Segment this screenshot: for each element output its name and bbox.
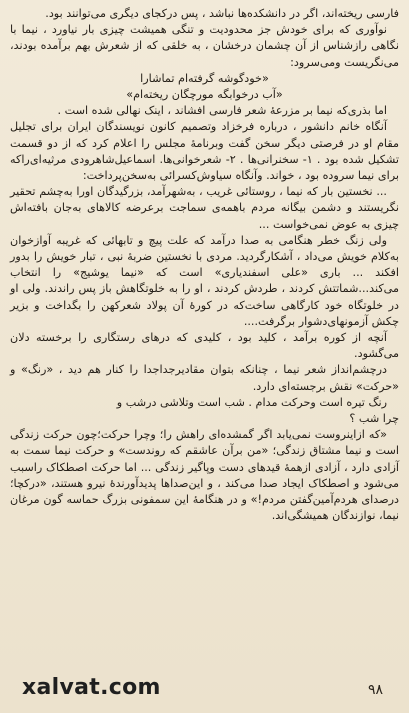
quote-paragraph-3: آنچه از کوره برآمد ، کلید بود ، کلیدی که درهای رستگاری را برخسته دلان می‌گشود. — [10, 331, 399, 361]
paragraph-6: رنگ تیره است وحرکت مدام . شب است وتلاشی درشب و — [116, 395, 387, 409]
verse-line-2: «آب درخوابگه مورچگان ریخته‌ام» — [126, 88, 283, 102]
quote-paragraph-1: ... نخستین بار که نیما ، روستائی غریب ، به‌شهرآمد، بزرگیدگان اورا به‌چشم تحقیر نگریستند و دشمن بیگانه مردم باهمه‌ی سماجت برعرضه کالاهای به‌جان بافته‌اش چیزی به عوض نمی‌خواست ... — [10, 185, 399, 231]
paragraph-1: فارسی ریخته‌اند، اگر در دانشکده‌ها نباشد ، پس درکجای دیگری می‌توانند بود. — [45, 7, 399, 20]
paragraph-3: اما بذری‌که نیما بر مزرعهٔ شعر فارسی افشاند ، اینک نهالی شده است . — [57, 104, 387, 118]
body-text — [10, 6, 399, 525]
paragraph-2: نوآوری که برای خودش جز محدودیت و تنگی همیشت چیزی بار نیاورد ، نیما با نگاهی رازشناس از آن چشمان درخشان ، به خلقی که از شعرش بهم برآمده بودند، می‌نگریست ومی‌سرود: — [10, 23, 399, 69]
paragraph-4: آنگاه خانم دانشور ، درباره فرخزاد وتصمیم کانون نویسندگان ایران برای تجلیل مقام او در فرصتی دیگر سخن گفت وبرنامهٔ مجلس را اعلام کرد که از دو قسمت تشکیل شده بود . ۱- سخنرانی‌ها . ۲- شعرخوانی‌ها. اسماعیل‌شاهرودی مرثیه‌ای‌راکه برای نیما سروده بود ، خواند. وآنگاه سیاوش‌کسرائی به‌سخن‌پرداخت: — [10, 120, 399, 183]
page-number: ۹۸ — [368, 682, 384, 698]
paragraph-5: درچشم‌انداز شعر نیما ، چنانکه بتوان مقادیرجداجدا را کنار هم دید ، «رنگ» و «حرکت» نقش برجسته‌ای دارد. — [10, 363, 399, 393]
paragraph-7: چرا شب ؟ — [349, 412, 399, 426]
watermark-text: xalvat.com — [22, 675, 161, 700]
paragraph-8: «که ازاینروست نمی‌یابد اگر گمشده‌ای راهش را؛ وچرا حرکت؛چون حرکت زندگی است و نیما مشتاق زندگی؛ «من برآن عاشقم که روندست» و حرکت نیما سمت به آزادی دارد ، آزادی ازهمهٔ قیدهای دست وپاگیر زندگی ... اما حرکت اصطکاک راسبب می‌شود و اصطکاک ایجاد صدا می‌کند ، و این‌صداها پدیدآورندهٔ نیرو هستند، «درکچا؛ درصدای هردم‌آمین‌گفتن مردم!» و در هنگامهٔ این سمفونی بزرگ حماسه گون مرغان نیما، نوازندگان همیشگی‌اند. — [10, 428, 399, 523]
quote-paragraph-2: ولی زنگ خطر هنگامی به صدا درآمد که علت پیچ و تابهائی که غریبه آوازخوان به‌کلام خویش می‌داد ، آشکارگردید. مردی با نخستین ضربهٔ نبی ، تبار خویش را بدور افکند ... باری «علی اسفندیاری» است که «نیما یوشیج» را انتخاب می‌کند...شماتتش کردند ، طردش کردند ، او را به خلوتگاهش باز پس راندند. ولی او در خلوتگاه خود کارگاهی ساخت‌که در کورهٔ آن پولاد شعرکهن را بگداخت و بزیر چکش آزمونهای‌دشوار برگرفت.... — [10, 233, 399, 328]
verse-line-1: «خودگوشه گرفته‌ام تماشارا — [140, 71, 269, 85]
